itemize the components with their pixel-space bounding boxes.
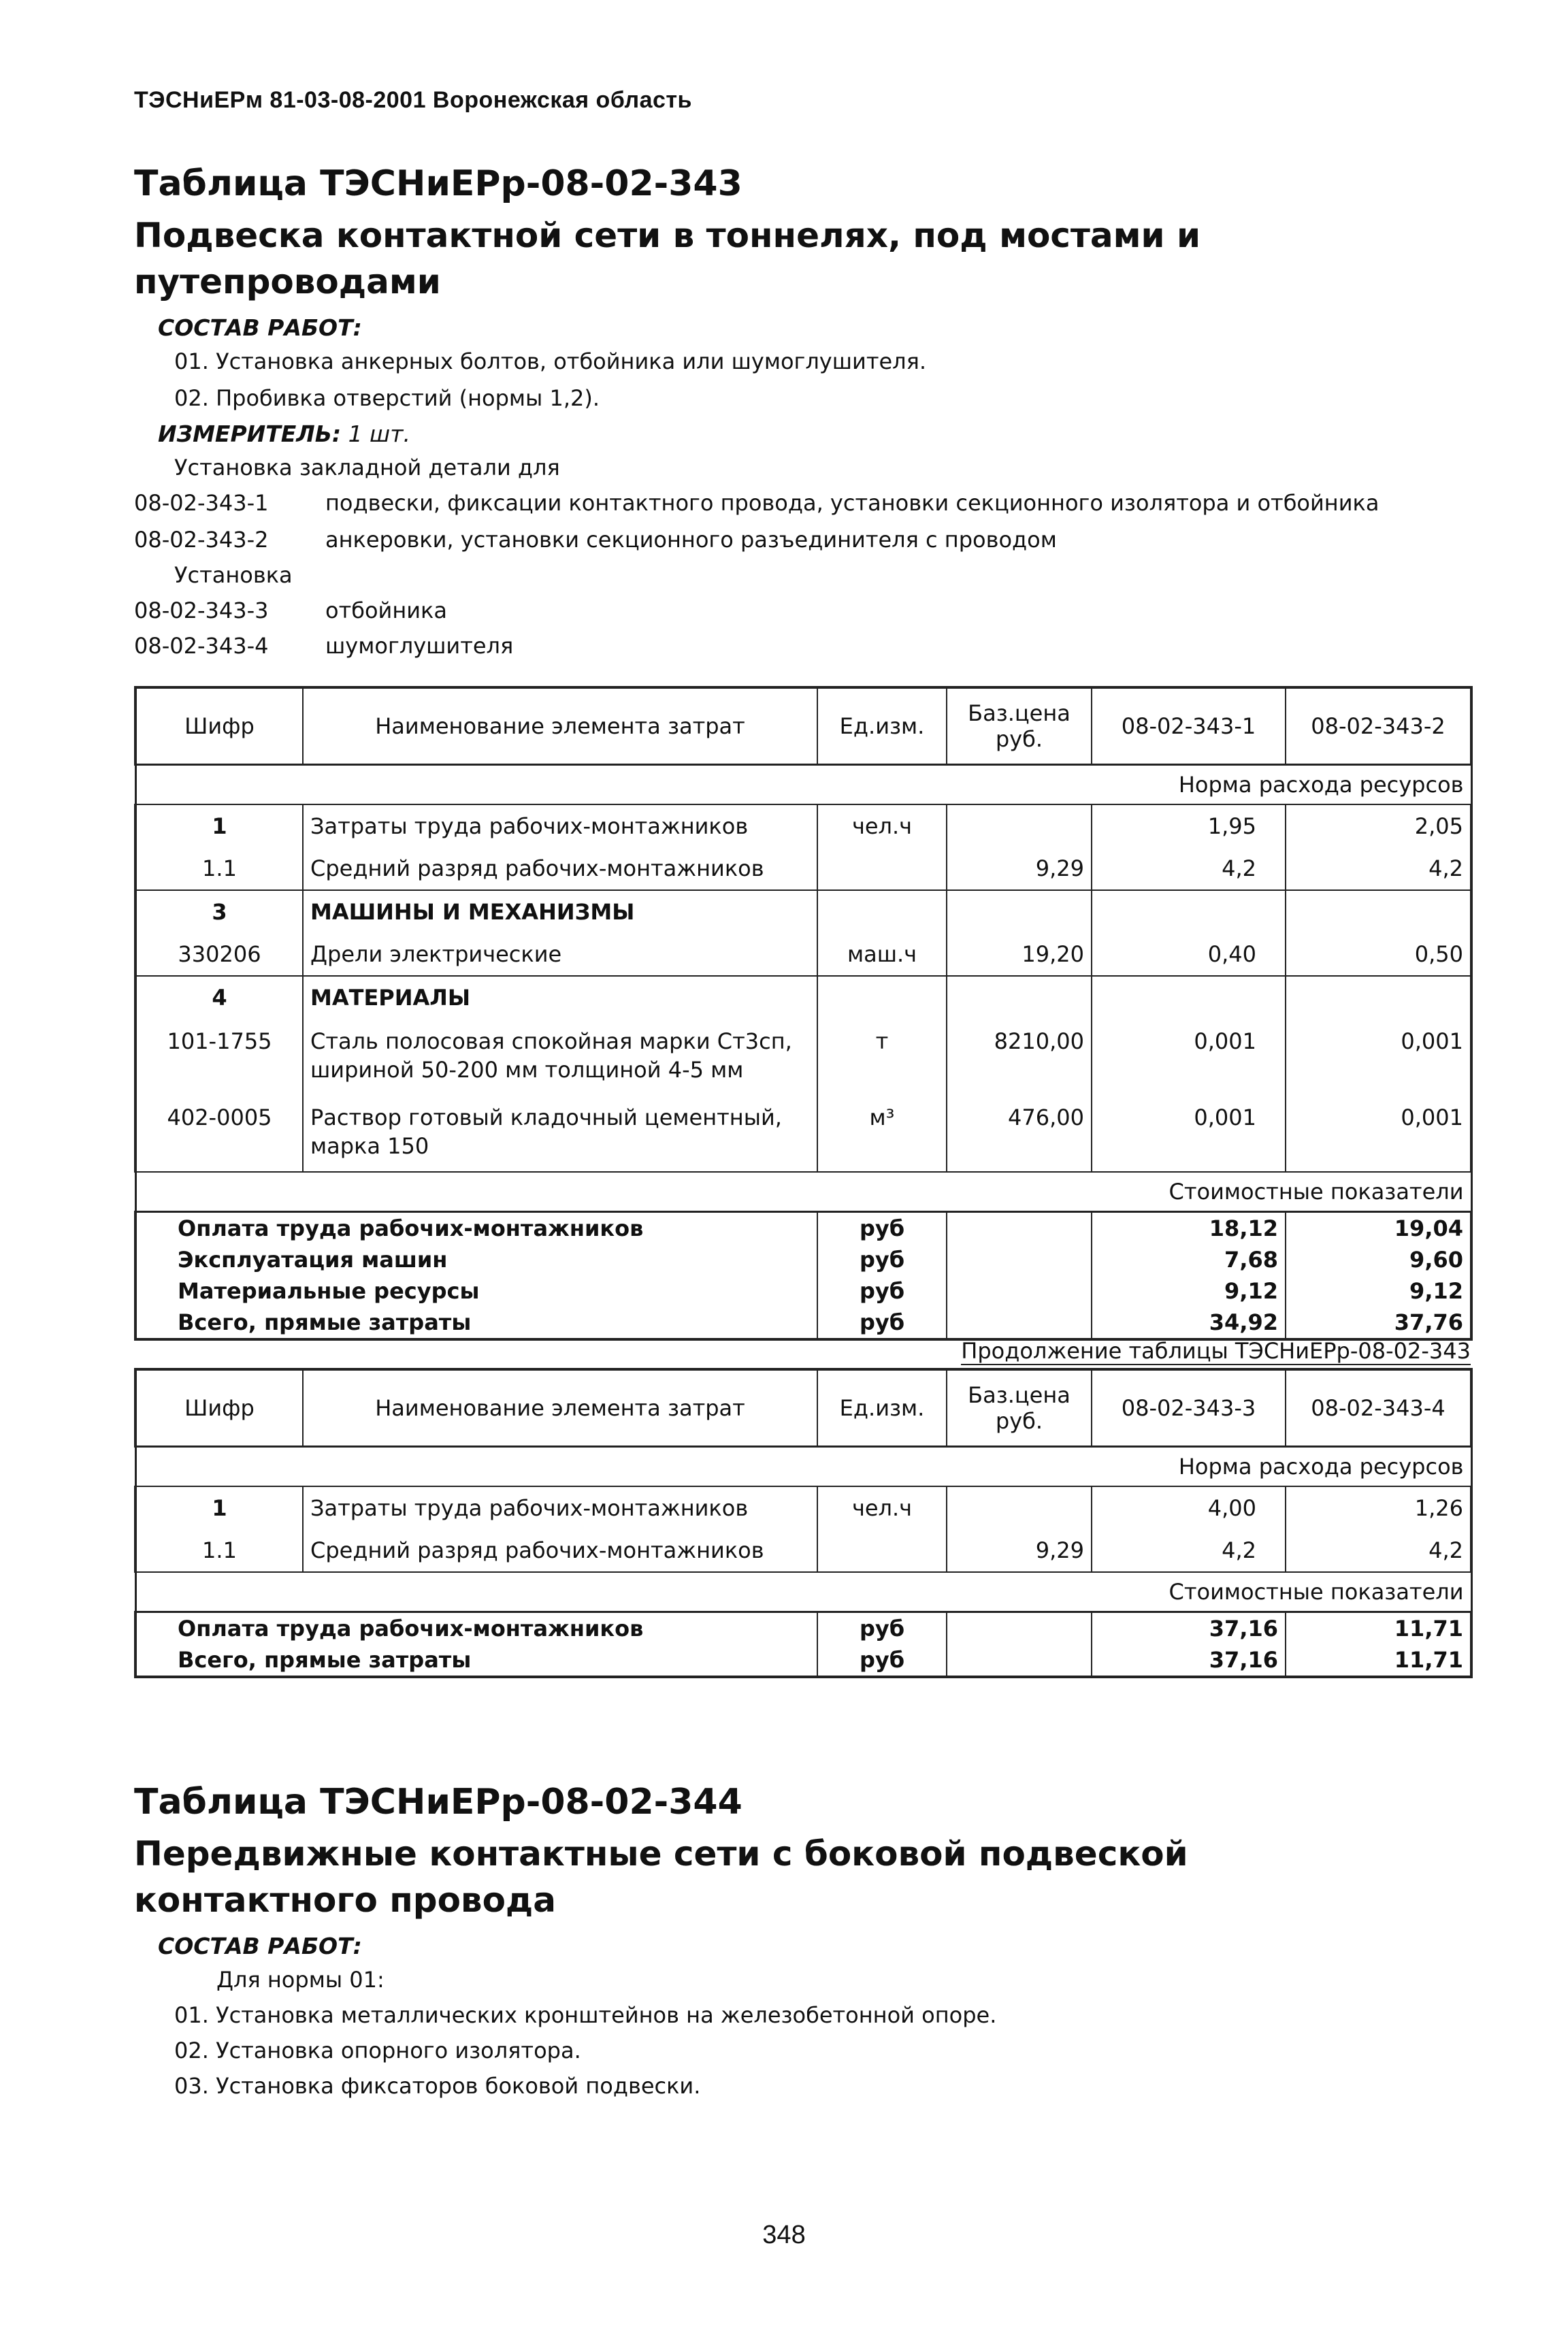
table-344-subtitle: Передвижные контактные сети с боковой подвеской контактного провода	[134, 1834, 1188, 1920]
sostav-label-344: СОСТАВ РАБОТ:	[158, 1933, 362, 1959]
summary-value-1: 34,92	[1092, 1307, 1286, 1339]
sostav-label-343: СОСТАВ РАБОТ:	[158, 314, 362, 341]
table-row	[135, 976, 1471, 1019]
row-code: 402-0005	[135, 1095, 303, 1172]
row-price: 9,29	[947, 847, 1092, 890]
norm-desc: шумоглушителя	[325, 633, 514, 659]
row-code: 330206	[135, 933, 303, 976]
row-value-1	[1092, 890, 1286, 933]
row-value-2: 0,001	[1286, 1095, 1471, 1172]
row-value-1	[1092, 976, 1286, 1019]
resource-table-343-1-2	[134, 686, 1473, 1341]
row-code: 4	[135, 976, 303, 1019]
row-code: 1.1	[135, 1529, 303, 1572]
row-unit: маш.ч	[817, 933, 947, 976]
row-unit	[817, 1529, 947, 1572]
summary-price	[947, 1244, 1092, 1275]
table-343-title: Таблица ТЭСНиЕРр-08-02-343	[134, 163, 742, 204]
work-item: 01. Установка анкерных болтов, отбойника или шумоглушителя.	[174, 348, 927, 374]
row-value-1: 0,40	[1092, 933, 1286, 976]
summary-label: Эксплуатация машин	[135, 1244, 817, 1275]
row-unit	[817, 976, 947, 1019]
row-unit	[817, 847, 947, 890]
group-title: Установка закладной детали для	[174, 455, 560, 480]
summary-value-1: 18,12	[1092, 1212, 1286, 1245]
resource-table-343-3-4	[134, 1368, 1473, 1678]
row-value-2: 4,2	[1286, 847, 1471, 890]
summary-value-1: 37,16	[1092, 1612, 1286, 1645]
row-unit: м³	[817, 1095, 947, 1172]
summary-row	[135, 1275, 1471, 1307]
col-header-code: Шифр	[135, 1369, 303, 1447]
col-header-norm-1: 08-02-343-1	[1092, 687, 1286, 765]
norma-label: Норма расхода ресурсов	[135, 765, 1471, 805]
table-header-row	[135, 687, 1471, 765]
row-code: 101-1755	[135, 1019, 303, 1095]
row-price: 476,00	[947, 1095, 1092, 1172]
row-name: МАШИНЫ И МЕХАНИЗМЫ	[303, 890, 817, 933]
summary-value-2: 19,04	[1286, 1212, 1471, 1245]
page-number: 348	[762, 2221, 806, 2249]
summary-label: Всего, прямые затраты	[135, 1307, 817, 1339]
norma-row	[135, 765, 1471, 805]
summary-label: Оплата труда рабочих-монтажников	[135, 1212, 817, 1245]
work-item: 01. Установка металлических кронштейнов на железобетонной опоре.	[174, 2002, 997, 2028]
summary-unit: руб	[817, 1612, 947, 1645]
row-price	[947, 976, 1092, 1019]
col-header-code: Шифр	[135, 687, 303, 765]
table-344-title: Таблица ТЭСНиЕРр-08-02-344	[134, 1782, 742, 1823]
table-row	[135, 933, 1471, 976]
row-value-2: 4,2	[1286, 1529, 1471, 1572]
table-row	[135, 890, 1471, 933]
summary-value-1: 9,12	[1092, 1275, 1286, 1307]
norm-desc: анкеровки, установки секционного разъединителя с проводом	[325, 527, 1057, 553]
summary-row	[135, 1307, 1471, 1339]
cost-row	[135, 1572, 1471, 1612]
summary-unit: руб	[817, 1275, 947, 1307]
norm-desc: отбойника	[325, 598, 447, 623]
summary-unit: руб	[817, 1244, 947, 1275]
row-unit: чел.ч	[817, 804, 947, 847]
row-name: Затраты труда рабочих-монтажников	[303, 804, 817, 847]
col-header-unit: Ед.изм.	[817, 1369, 947, 1447]
row-value-1: 4,00	[1092, 1486, 1286, 1529]
table-row	[135, 1486, 1471, 1529]
row-code: 1	[135, 1486, 303, 1529]
col-header-norm-2: 08-02-343-2	[1286, 687, 1471, 765]
row-unit	[817, 890, 947, 933]
col-header-price: Баз.цена руб.	[947, 1369, 1092, 1447]
summary-price	[947, 1612, 1092, 1645]
measurer-label: ИЗМЕРИТЕЛЬ:	[158, 421, 342, 447]
row-value-2: 2,05	[1286, 804, 1471, 847]
work-item: 02. Пробивка отверстий (нормы 1,2).	[174, 385, 600, 411]
col-header-unit: Ед.изм.	[817, 687, 947, 765]
row-value-1: 4,2	[1092, 1529, 1286, 1572]
summary-row	[135, 1244, 1471, 1275]
summary-value-2: 11,71	[1286, 1612, 1471, 1645]
row-value-2	[1286, 976, 1471, 1019]
row-value-2	[1286, 890, 1471, 933]
summary-price	[947, 1212, 1092, 1245]
summary-value-2: 11,71	[1286, 1644, 1471, 1677]
continuation-caption: Продолжение таблицы ТЭСНиЕРр-08-02-343	[961, 1338, 1471, 1364]
row-name: Дрели электрические	[303, 933, 817, 976]
row-price	[947, 804, 1092, 847]
summary-unit: руб	[817, 1307, 947, 1339]
table-row	[135, 804, 1471, 847]
summary-value-2: 9,60	[1286, 1244, 1471, 1275]
row-value-1: 1,95	[1092, 804, 1286, 847]
table-row	[135, 1529, 1471, 1572]
row-name: Средний разряд рабочих-монтажников	[303, 847, 817, 890]
table-row	[135, 1019, 1471, 1095]
summary-unit: руб	[817, 1212, 947, 1245]
row-value-2: 0,50	[1286, 933, 1471, 976]
summary-value-1: 37,16	[1092, 1644, 1286, 1677]
col-header-price: Баз.цена руб.	[947, 687, 1092, 765]
row-price	[947, 890, 1092, 933]
row-name: МАТЕРИАЛЫ	[303, 976, 817, 1019]
cost-label: Стоимостные показатели	[135, 1172, 1471, 1212]
summary-price	[947, 1644, 1092, 1677]
norm-code: 08-02-343-3	[134, 598, 269, 623]
measurer	[158, 421, 410, 447]
summary-price	[947, 1307, 1092, 1339]
col-header-norm-4: 08-02-343-4	[1286, 1369, 1471, 1447]
summary-label: Всего, прямые затраты	[135, 1644, 817, 1677]
row-name: Раствор готовый кладочный цементный, марка 150	[303, 1095, 817, 1172]
row-unit: т	[817, 1019, 947, 1095]
row-name: Сталь полосовая спокойная марки Ст3сп, шириной 50-200 мм толщиной 4-5 мм	[303, 1019, 817, 1095]
col-header-norm-3: 08-02-343-3	[1092, 1369, 1286, 1447]
col-header-name: Наименование элемента затрат	[303, 687, 817, 765]
table-343-subtitle: Подвеска контактной сети в тоннелях, под мостами и путепроводами	[134, 216, 1200, 301]
summary-unit: руб	[817, 1644, 947, 1677]
group-title: Установка	[174, 562, 293, 588]
row-value-1: 0,001	[1092, 1019, 1286, 1095]
row-price: 19,20	[947, 933, 1092, 976]
row-value-1: 0,001	[1092, 1095, 1286, 1172]
row-code: 1.1	[135, 847, 303, 890]
summary-value-2: 37,76	[1286, 1307, 1471, 1339]
work-item: 03. Установка фиксаторов боковой подвески.	[174, 2073, 701, 2099]
summary-row	[135, 1612, 1471, 1645]
summary-row	[135, 1212, 1471, 1245]
row-price: 8210,00	[947, 1019, 1092, 1095]
work-item: 02. Установка опорного изолятора.	[174, 2038, 581, 2063]
cost-row	[135, 1172, 1471, 1212]
table-row	[135, 1095, 1471, 1172]
summary-label: Оплата труда рабочих-монтажников	[135, 1612, 817, 1645]
row-code: 1	[135, 804, 303, 847]
table-row	[135, 847, 1471, 890]
cost-label: Стоимостные показатели	[135, 1572, 1471, 1612]
table-header-row	[135, 1369, 1471, 1447]
summary-price	[947, 1275, 1092, 1307]
summary-value-2: 9,12	[1286, 1275, 1471, 1307]
row-code: 3	[135, 890, 303, 933]
row-unit: чел.ч	[817, 1486, 947, 1529]
norm-code: 08-02-343-4	[134, 633, 269, 659]
summary-row	[135, 1644, 1471, 1677]
row-name: Средний разряд рабочих-монтажников	[303, 1529, 817, 1572]
row-name: Затраты труда рабочих-монтажников	[303, 1486, 817, 1529]
row-price: 9,29	[947, 1529, 1092, 1572]
document-header: ТЭСНиЕРм 81-03-08-2001 Воронежская область	[134, 87, 692, 113]
norm-code: 08-02-343-2	[134, 527, 269, 553]
norm-code: 08-02-343-1	[134, 490, 269, 516]
row-value-2: 0,001	[1286, 1019, 1471, 1095]
norm-desc: подвески, фиксации контактного провода, установки секционного изолятора и отбойника	[325, 490, 1379, 516]
row-value-1: 4,2	[1092, 847, 1286, 890]
measurer-value: 1 шт.	[348, 421, 410, 447]
summary-value-1: 7,68	[1092, 1244, 1286, 1275]
norm-note: Для нормы 01:	[216, 1967, 385, 1993]
row-value-2: 1,26	[1286, 1486, 1471, 1529]
col-header-name: Наименование элемента затрат	[303, 1369, 817, 1447]
summary-label: Материальные ресурсы	[135, 1275, 817, 1307]
norma-row	[135, 1447, 1471, 1487]
row-price	[947, 1486, 1092, 1529]
norma-label: Норма расхода ресурсов	[135, 1447, 1471, 1487]
